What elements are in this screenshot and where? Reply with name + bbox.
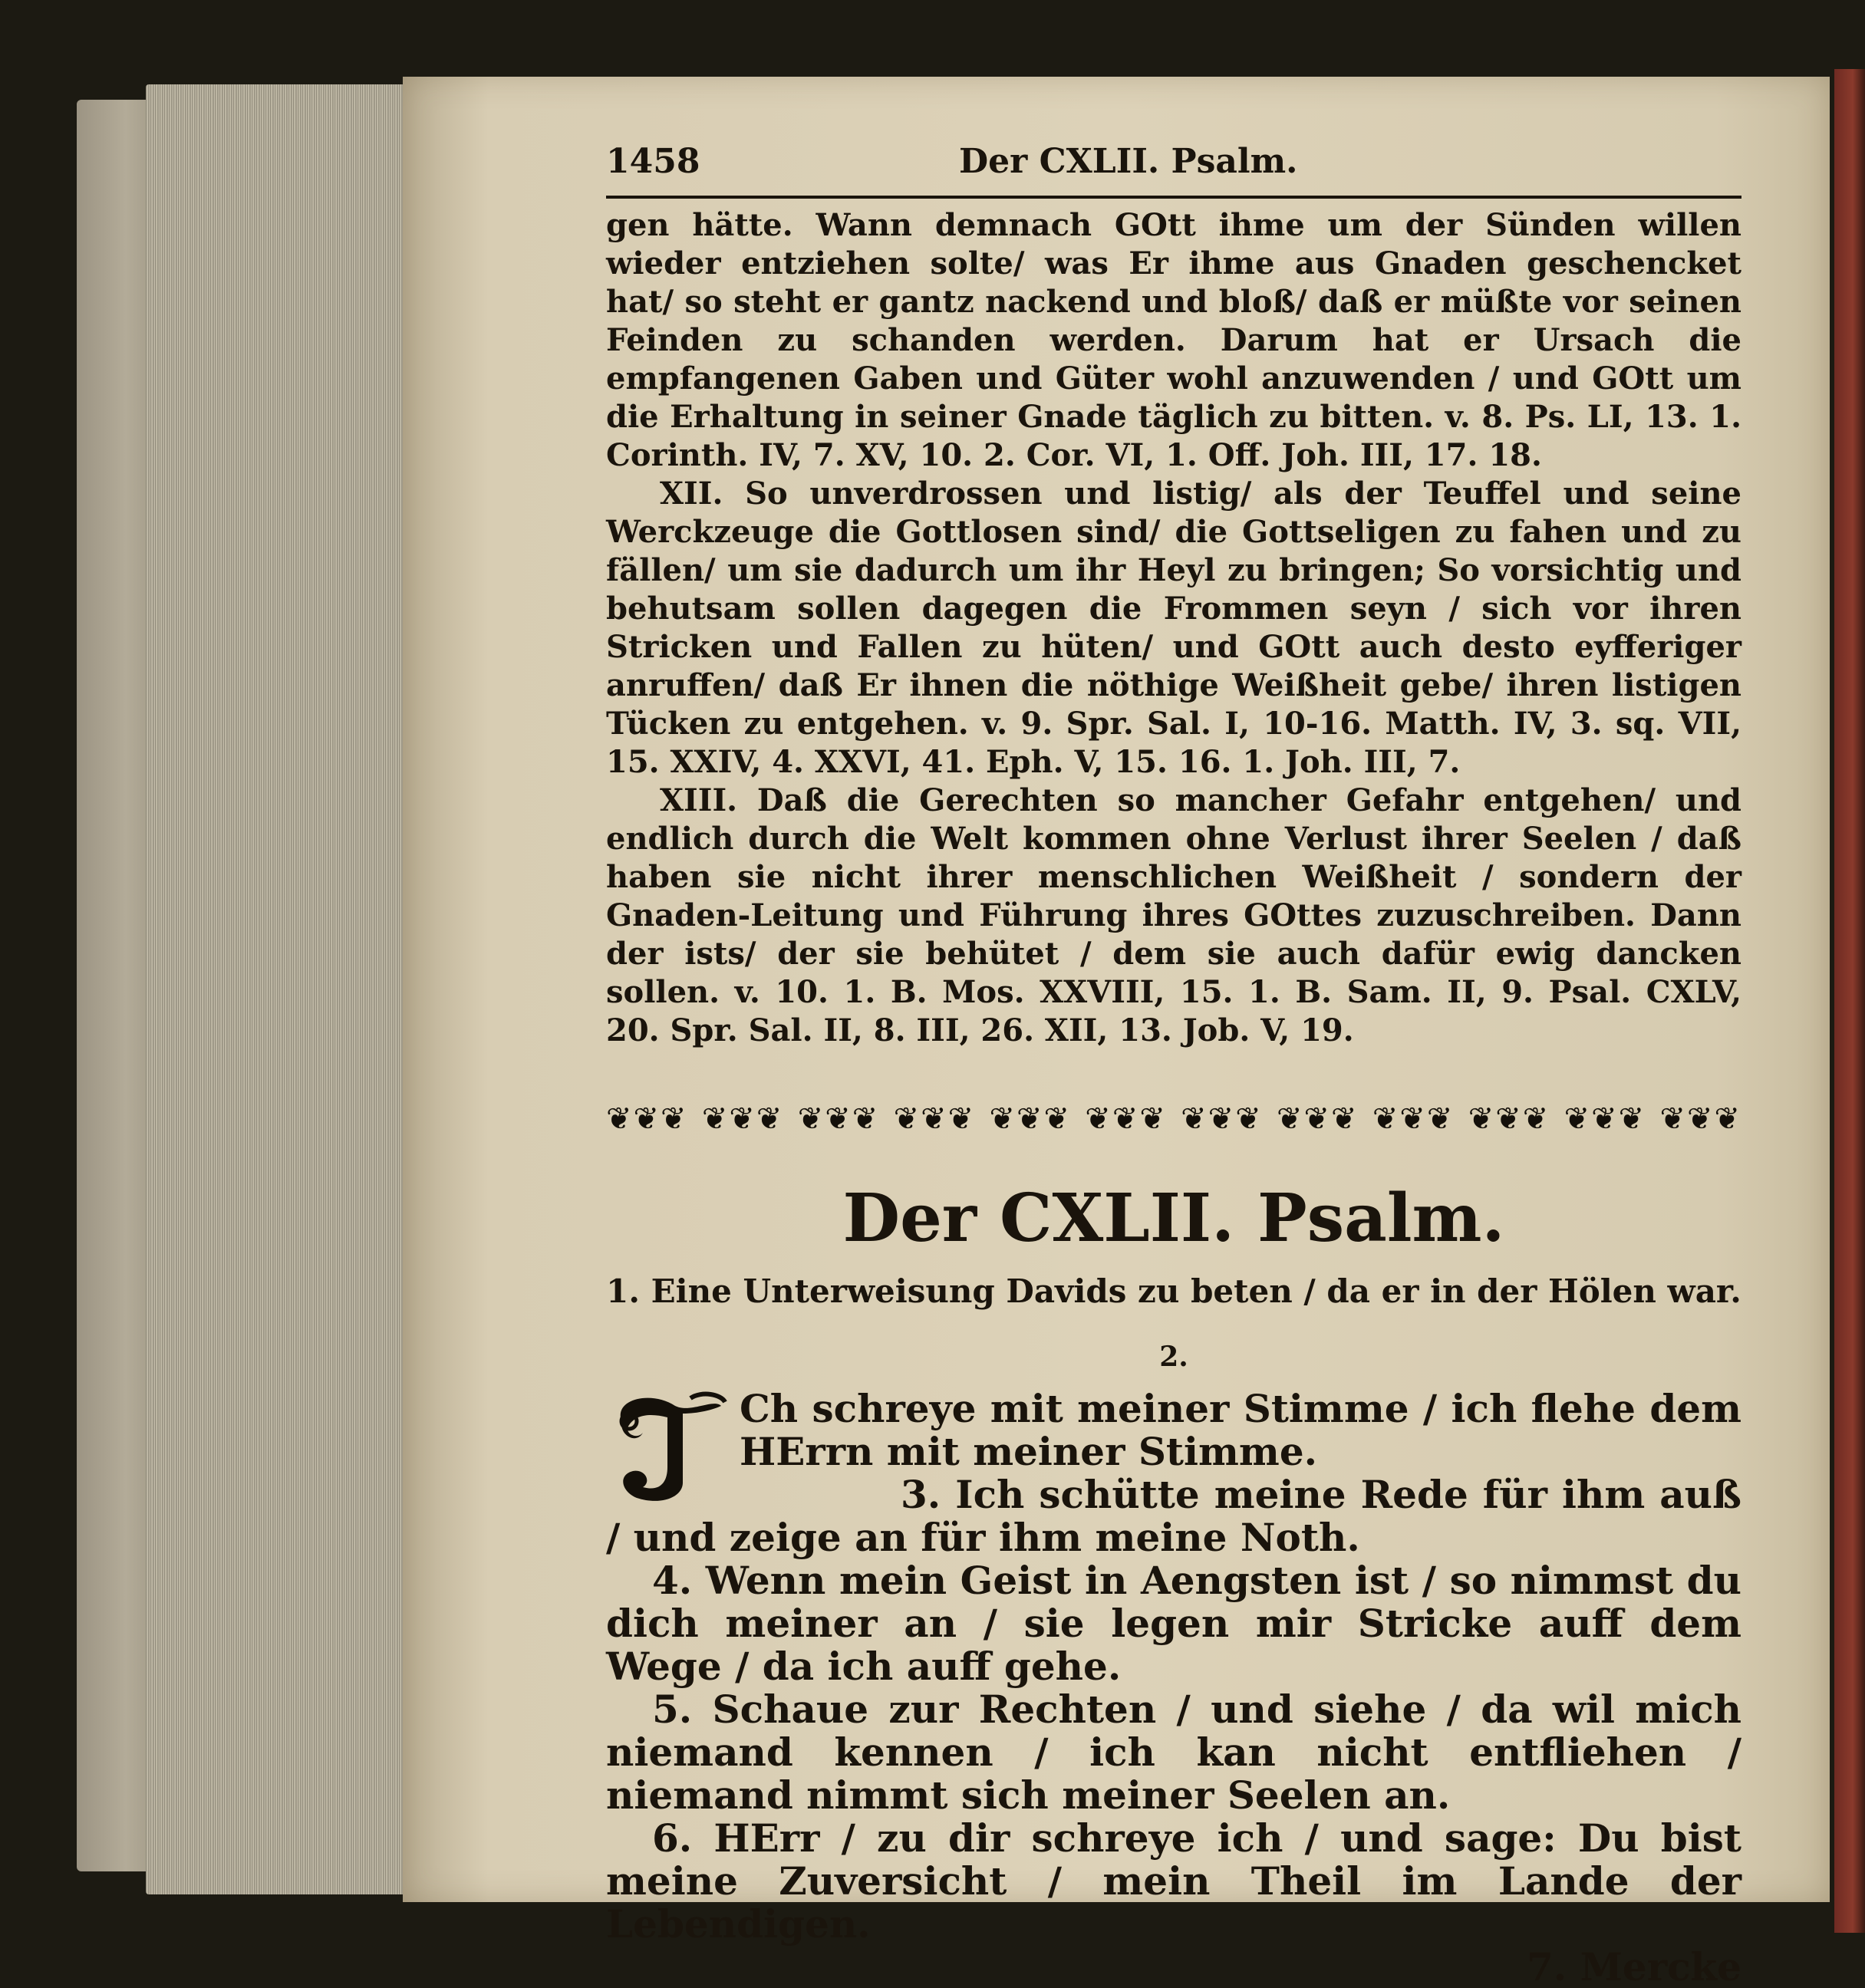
book-cover-right: [1834, 69, 1865, 1933]
psalm-text: [606, 1387, 1741, 1988]
commentary-paragraph: gen hätte. Wann demnach GOtt ihme um der Sünden willen wieder entziehen solte/ was Er ihme aus Gnaden geschencket hat/ so steht er gantz nackend und bloß/ daß er müßte vor seinen Feinden zu schanden werden. Darum hat er Ursach die empfangenen Gaben und Güter wohl anzuwenden / und GOtt um die Erhaltung in seiner Gnade täglich zu bitten. v. 8. Ps. LI, 13. 1. Corinth. IV, 7. XV, 10. 2. Cor. VI, 1. Off. Joh. III, 17. 18.: [606, 207, 1741, 473]
psalm-superscription: 1. Eine Unterweisung Davids zu beten / da er in der Hölen war.: [606, 1272, 1741, 1310]
ornamental-divider: [606, 1104, 1741, 1134]
ornament-piece: ❦❦❦: [606, 1104, 688, 1134]
page-footer-line: [606, 1946, 1741, 1988]
ornament-piece: ❦❦❦: [1468, 1104, 1550, 1134]
ornament-piece: ❦❦❦: [989, 1104, 1071, 1134]
commentary-paragraph: XII. So unverdrossen und listig/ als der Teuffel und seine Werckzeuge die Gottlosen sind/ die Gottseligen zu fahen und zu fällen/ um sie dadurch um ihr Heyl zu bringen; So vorsichtig und behutsam sollen dagegen die Frommen seyn / sich vor ihren Stricken und Fallen zu hüten/ und GOtt auch desto eyfferiger anruffen/ daß Er ihnen die nöthige Weißheit gebe/ ihren listigen Tücken zu entgehen. v. 9. Spr. Sal. I, 10-16. Matth. IV, 3. sq. VII, 15. XXIV, 4. XXVI, 41. Eph. V, 15. 16. 1. Joh. III, 7.: [606, 476, 1741, 780]
ornament-piece: ❦❦❦: [893, 1104, 976, 1134]
psalm-verse: 6. HErr / zu dir schreye ich / und sage: Du bist meine Zuversicht / mein Theil im Lande der Lebendigen.: [606, 1815, 1741, 1947]
psalm-verse: 4. Wenn mein Geist in Aengsten ist / so nimmst du dich meiner an / sie legen mir Stricke auff dem Wege / da ich auff gehe.: [606, 1558, 1741, 1689]
ornament-piece: ❦❦❦: [701, 1104, 784, 1134]
commentary-paragraph: XIII. Daß die Gerechten so mancher Gefahr entgehen/ und endlich durch die Welt kommen ohne Verlust ihrer Seelen / daß haben sie nicht ihrer menschlichen Weißheit / sondern der Gnaden-Leitung und Führung ihres GOttes zuzuschreiben. Dann der ists/ der sie behütet / dem sie auch dafür ewig dancken sollen. v. 10. 1. B. Mos. XXVIII, 15. 1. B. Sam. II, 9. Psal. CXLV, 20. Spr. Sal. II, 8. III, 26. XII, 13. Job. V, 19.: [606, 782, 1741, 1048]
ornament-piece: ❦❦❦: [1085, 1104, 1167, 1134]
page-number: 1458: [606, 142, 700, 181]
psalm-title: Der CXLII. Psalm.: [842, 1180, 1505, 1257]
catchword: 7. Mercke: [1526, 1944, 1741, 1988]
ornament-piece: ❦❦❦: [1372, 1104, 1455, 1134]
page-content: [606, 142, 1741, 1988]
ornament-piece: ❦❦❦: [1277, 1104, 1359, 1134]
ornament-piece: ❦❦❦: [1659, 1104, 1741, 1134]
psalm-verse: 3. Ich schütte meine Rede für ihm auß / und zeige an für ihm meine Noth.: [606, 1472, 1741, 1560]
psalm-verse: Ch schreye mit meiner Stimme / ich flehe dem HErrn mit meiner Stimme.: [740, 1386, 1741, 1474]
running-head-title: Der CXLII. Psalm.: [959, 142, 1298, 181]
page-edges: [146, 84, 407, 1894]
ornament-piece: ❦❦❦: [1181, 1104, 1263, 1134]
commentary: [606, 206, 1741, 1050]
psalm-verse: 5. Schaue zur Rechten / und siehe / da wil mich niemand kennen / ich kan nicht entfliehen / niemand nimmt sich meiner Seelen an.: [606, 1687, 1741, 1818]
decorated-initial-icon: [606, 1391, 729, 1506]
verse-number: 2.: [1159, 1341, 1188, 1373]
running-head: [606, 142, 1741, 199]
ornament-piece: ❦❦❦: [1564, 1104, 1646, 1134]
ornament-piece: ❦❦❦: [797, 1104, 880, 1134]
book-page: [403, 77, 1830, 1988]
